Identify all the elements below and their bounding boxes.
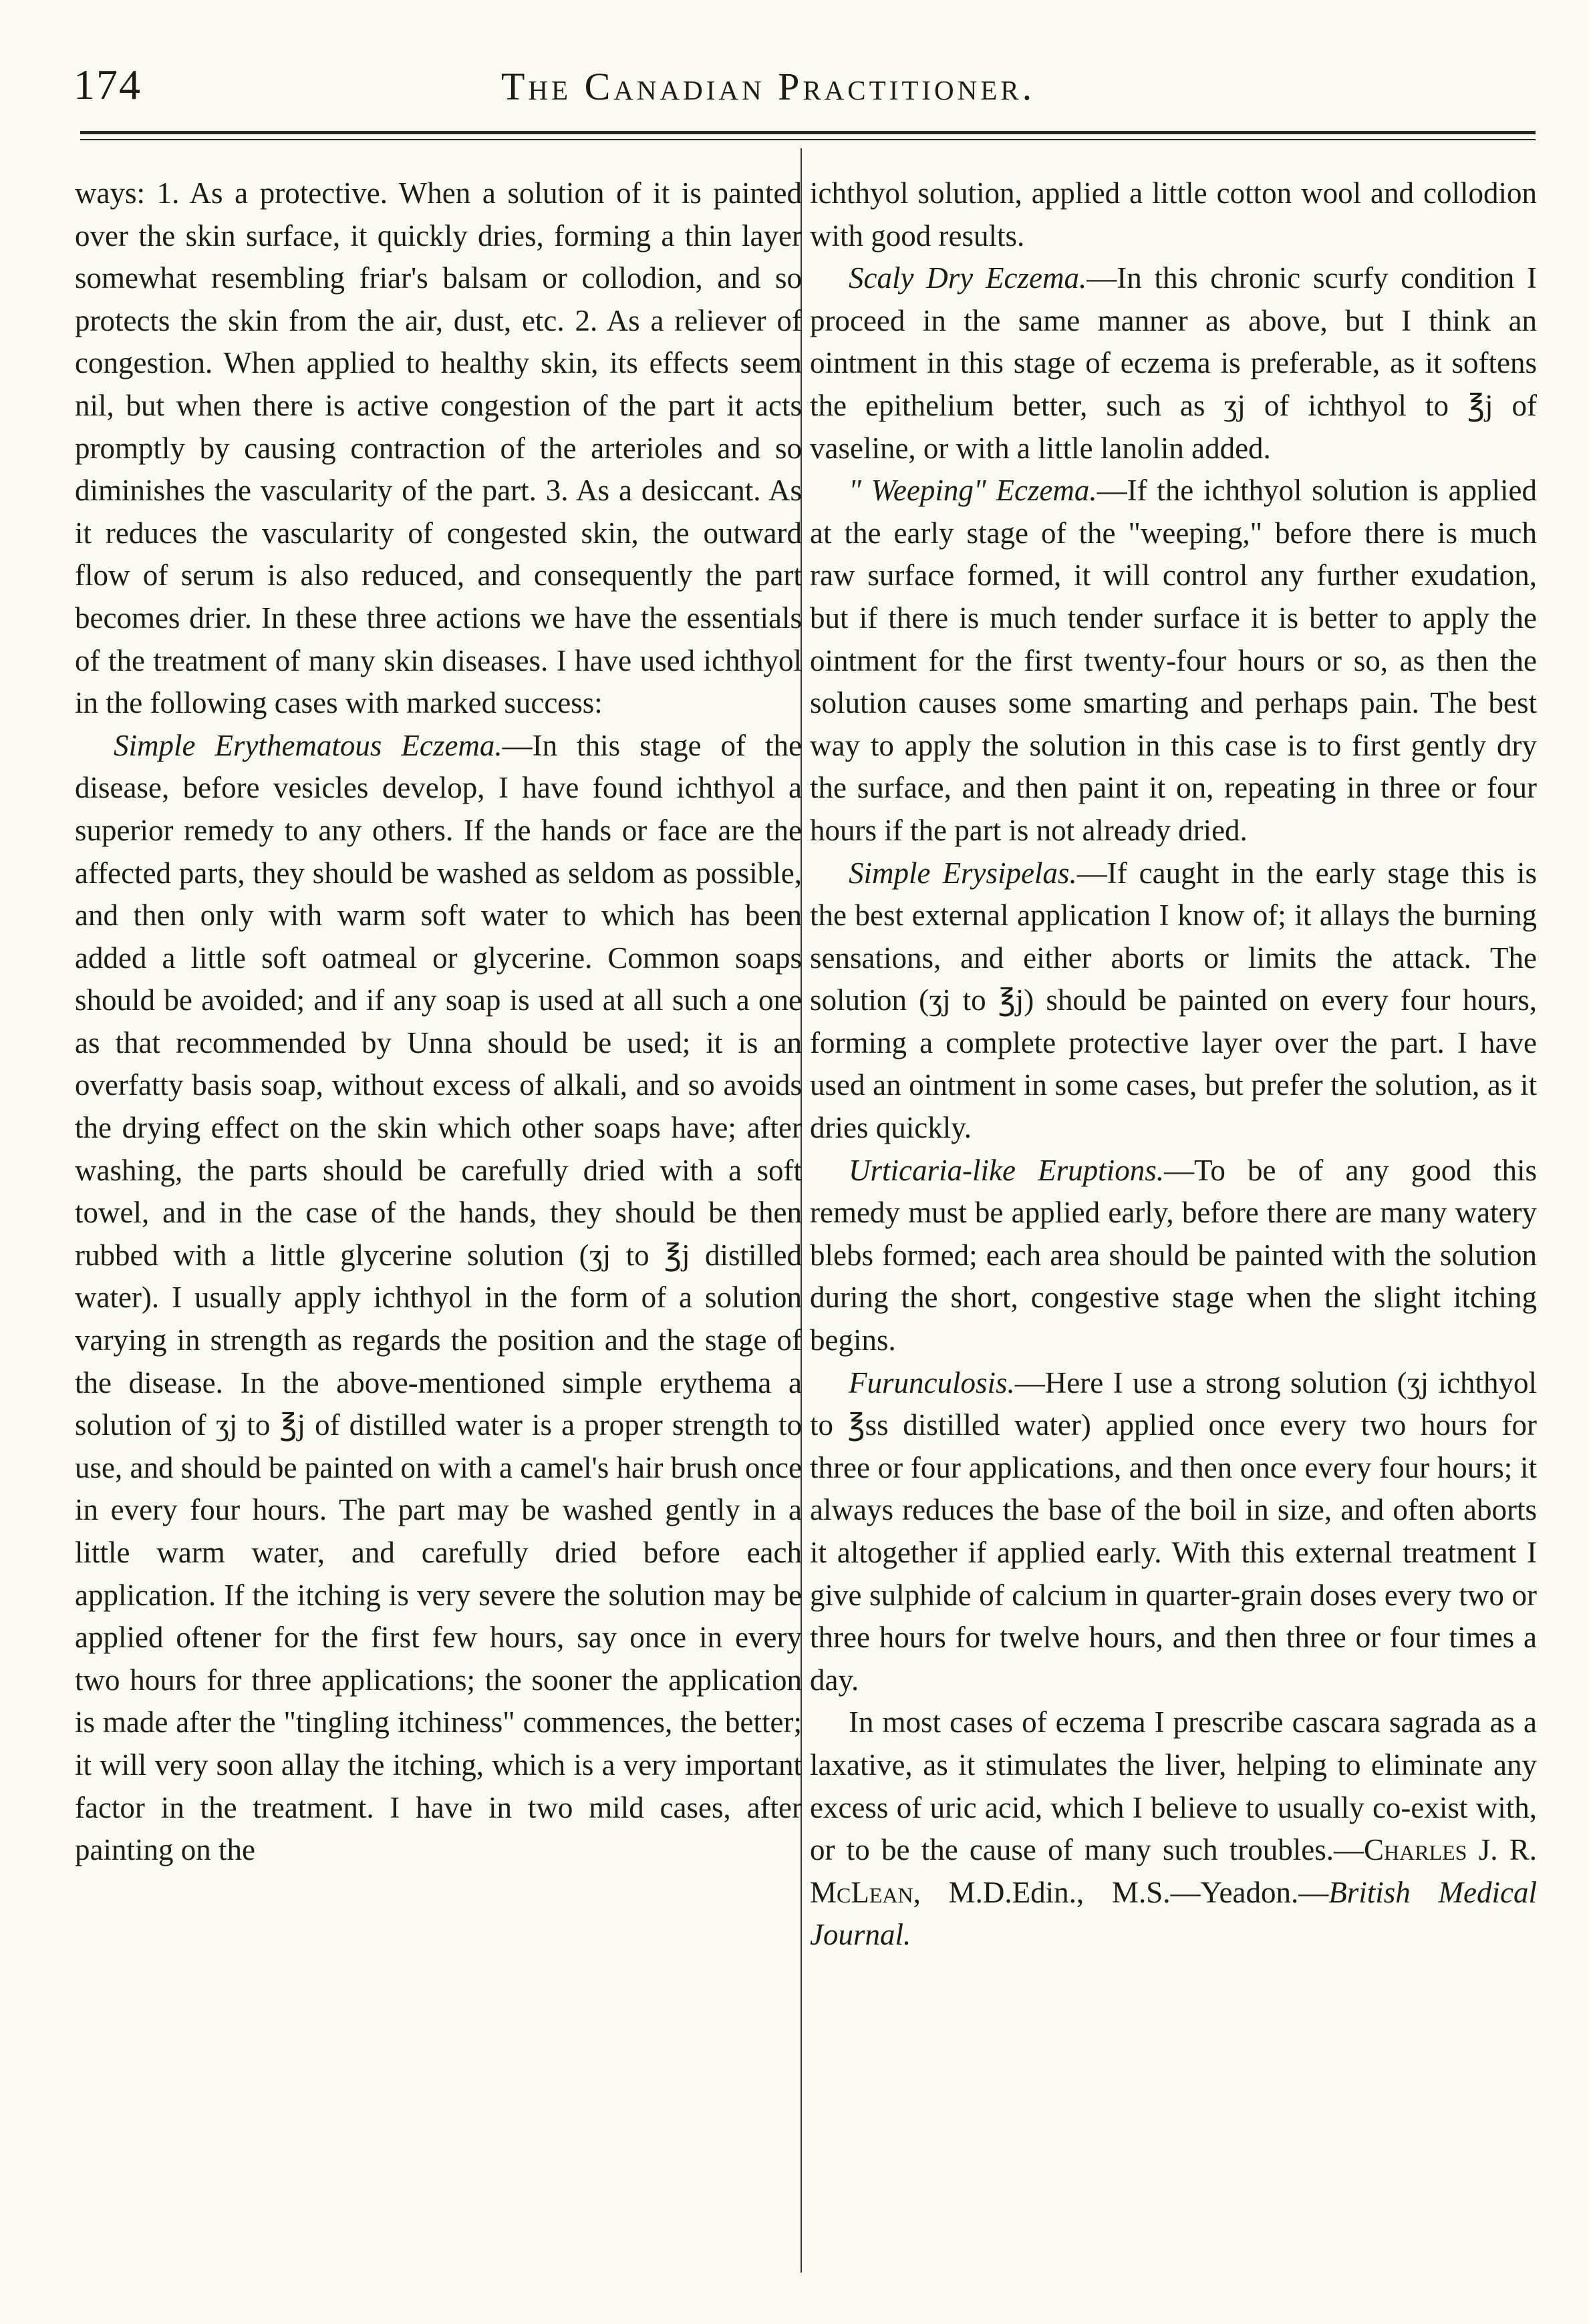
paragraph-scaly-dry-eczema xyxy=(810,257,1537,470)
header-rule-thin xyxy=(80,139,1536,140)
running-header xyxy=(74,60,1544,127)
paragraph-continuation: ways: 1. As a protective. When a solution of it is painted over the skin surface, it quickly dries, forming a thin layer somewhat resembling friar's balsam or collodion, and so protects the skin from the air, dust, etc. 2. As a reliever of congestion. When applied to healthy skin, its effects seem nil, but when there is active congestion of the part it acts promptly by causing contraction of the arterioles and so diminishes the vascularity of the part. 3. As a desiccant. As it reduces the vascularity of congested skin, the outward flow of serum is also reduced, and consequently the part becomes drier. In these three actions we have the essentials of the treatment of many skin diseases. I have used ichthyol in the following cases with marked success: xyxy=(75,176,802,720)
section-heading: Scaly Dry Eczema. xyxy=(849,261,1087,295)
author-credentials: , M.D.Edin., M.S.—Yeadon.— xyxy=(913,1875,1329,1909)
author-name: Charles J. R. McLean xyxy=(810,1833,1538,1909)
section-heading: Urticaria-like Eruptions. xyxy=(849,1153,1164,1187)
page-number: 174 xyxy=(74,61,142,108)
source-journal: British Medical Journal. xyxy=(810,1875,1537,1952)
header-rule-thick xyxy=(80,131,1536,134)
paragraph-body: —Here I use a strong solution (ʒj ichthyol to ℥ss distilled water) applied once every two hours for three or four applications, and then once every four hours; it always reduces the base of the boil in size, and often aborts it altogether if applied early. With this external treatment I give sulphide of calcium in quarter-grain doses every two or three hours for twelve hours, and then three or four times a day. xyxy=(810,1365,1537,1697)
right-column xyxy=(810,172,1537,1957)
paragraph-body: —In this chronic scurfy condition I proceed in the same manner as above, but I think an ointment in this stage of eczema is preferable, as it softens the epithelium better, such as ʒj of ichthyol to ℥j of vaseline, or with a little lanolin added. xyxy=(810,261,1537,465)
paragraph-body: —If caught in the early stage this is the best external application I know of; it allays the burning sensations, and either aborts or limits the attack. The solution (ʒj to ℥j) should be painted on every four hours, forming a complete protective layer over the part. I have used an ointment in some cases, but prefer the solution, as it dries quickly. xyxy=(810,856,1537,1145)
paragraph-conclusion xyxy=(810,1701,1537,1957)
paragraph-body: —To be of any good this remedy must be applied early, before there are many watery blebs formed; each area should be painted with the solution during the short, congestive stage when the slight itching begins. xyxy=(810,1153,1538,1357)
paragraph-body: In most cases of eczema I prescribe cascara sagrada as a laxative, as it stimulates the liver, helping to eliminate any excess of uric acid, which I believe to usually co-exist with, or to be the cause of many such troubles.— xyxy=(810,1705,1537,1867)
paragraph-furunculosis xyxy=(810,1362,1537,1702)
paragraph-body: —If the ichthyol solution is applied at the early stage of the "weeping," before there is much raw surface formed, it will control any further exudation, but if there is much tender surface it is better to apply the ointment for the first twenty-four hours or so, as then the solution causes some smarting and perhaps pain. The best way to apply the solution in this case is to first gently dry the surface, and then paint it on, repeating in three or four hours if the part is not already dried. xyxy=(810,474,1537,847)
section-heading: Furunculosis. xyxy=(849,1365,1015,1399)
paragraph-continuation: ichthyol solution, applied a little cotton wool and collodion with good results. xyxy=(810,176,1537,253)
section-heading: Simple Erysipelas. xyxy=(849,856,1077,890)
section-heading: Simple Erythematous Eczema. xyxy=(114,728,502,762)
section-heading: " Weeping" Eczema. xyxy=(849,474,1097,508)
paragraph-body: —In this stage of the disease, before vesicles develop, I have found ichthyol a superior remedy to any others. If the hands or face are the affected parts, they should be washed as seldom as possible, and then only with warm soft water to which has been added a little soft oatmeal or glycerine. Common soaps should be avoided; and if any soap is used at all such a one as that recommended by Unna should be used; it is an overfatty basis soap, without excess of alkali, and so avoids the drying effect on the skin which other soaps have; after washing, the parts should be carefully dried with a soft towel, and in the case of the hands, they should be then rubbed with a little glycerine solution (ʒj to ℥j distilled water). I usually apply ichthyol in the form of a solution varying in strength as regards the position and the stage of the disease. In the above-mentioned simple erythema a solution of ʒj to ℥j of distilled water is a proper strength to use, and should be painted on with a camel's hair brush once in every four hours. The part may be washed gently in a little warm water, and carefully dried before each application. If the itching is very severe the solution may be applied oftener for the first few hours, say once in every two hours for three applications; the sooner the application is made after the "tingling itchiness" commences, the better; it will very soon allay the itching, which is a very important factor in the treatment. I have in two mild cases, after painting on the xyxy=(75,728,802,1867)
paragraph-urticaria xyxy=(810,1150,1537,1362)
paragraph-simple-erysipelas xyxy=(810,852,1537,1150)
journal-title: The Canadian Practitioner. xyxy=(501,65,1036,108)
paragraph-erythematous-eczema xyxy=(75,725,802,1872)
left-column xyxy=(75,172,802,1872)
paragraph-weeping-eczema xyxy=(810,470,1537,852)
